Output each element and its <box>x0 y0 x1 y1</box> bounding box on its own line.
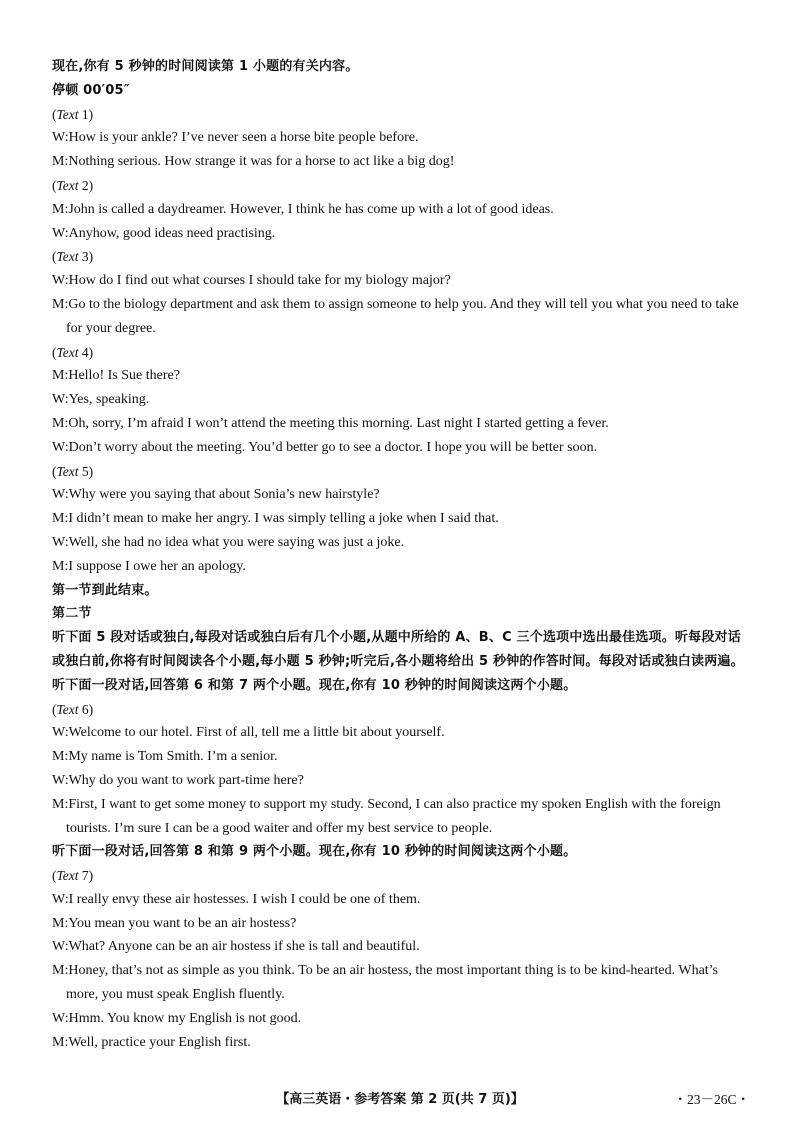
dialog-line: M:I didn’t mean to make her angry. I was simply telling a joke when I said that. <box>52 511 499 527</box>
dialog-line: M:Nothing serious. How strange it was for a horse to act like a big dog! <box>52 154 455 170</box>
instruction-line: 停顿 00′05″ <box>52 82 130 98</box>
dialog-line: W:How is your ankle? I’ve never seen a horse bite people before. <box>52 130 419 146</box>
text-section-label <box>52 341 752 365</box>
label-name: Text <box>56 868 79 884</box>
label-number: 1 <box>78 106 89 122</box>
instruction-line: 第二节 <box>52 606 92 622</box>
transcript-body <box>52 55 752 1054</box>
text-section-label <box>52 103 752 127</box>
dialog-line: W:Anyhow, good ideas need practising. <box>52 225 276 241</box>
instruction-line: 第一节到此结束。 <box>52 582 158 598</box>
label-paren-open: ( <box>52 463 57 479</box>
label-number: 2 <box>78 177 89 193</box>
label-paren-open: ( <box>52 249 57 265</box>
dialog-line: M:I suppose I owe her an apology. <box>52 558 246 574</box>
dialog-line: M:My name is Tom Smith. I’m a senior. <box>52 749 278 765</box>
dialog-line: M:Well, practice your English first. <box>52 1034 251 1050</box>
label-paren-open: ( <box>52 106 57 122</box>
instruction-line: 听下面一段对话,回答第 8 和第 9 两个小题。现在,你有 10 秒钟的时间阅读这两个小题。 <box>52 844 577 860</box>
label-number: 5 <box>78 463 89 479</box>
text-section-label <box>52 864 752 888</box>
text-section-label <box>52 698 752 722</box>
footer-page-info: 【高三英语・参考答案 第 2 页(共 7 页)】 <box>276 1092 524 1107</box>
dialog-line: W:I really envy these air hostesses. I wish I could be one of them. <box>52 891 421 907</box>
dialog-line: W:How do I find out what courses I should take for my biology major? <box>52 273 451 289</box>
text-section-label <box>52 460 752 484</box>
text-section-label <box>52 245 752 269</box>
label-name: Text <box>56 344 79 360</box>
label-name: Text <box>56 701 79 717</box>
dialog-line: W:Yes, speaking. <box>52 392 150 408</box>
label-name: Text <box>56 106 79 122</box>
dialog-line: W:Welcome to our hotel. First of all, tell me a little bit about yourself. <box>52 725 445 741</box>
dialog-line: W:Don’t worry about the meeting. You’d better go to see a doctor. I hope you will be better soon. <box>52 439 598 455</box>
label-name: Text <box>56 249 79 265</box>
dialog-line: M:You mean you want to be an air hostess? <box>52 915 297 931</box>
label-paren-close: ) <box>88 463 94 479</box>
dialog-line: M:Oh, sorry, I’m afraid I won’t attend the meeting this morning. Last night I started getting a fever. <box>52 415 609 431</box>
label-paren-close: ) <box>88 177 94 193</box>
label-paren-close: ) <box>88 106 94 122</box>
instruction-paragraph: 听下面 5 段对话或独白,每段对话或独白后有几个小题,从题中所给的 A、B、C 三个选项中选出最佳选项。听每段对话或独白前,你将有时间阅读各个小题,每小题 5 秒钟;听完后,各小题将给出 5 秒钟的作答时间。每段对话或独白读两遍。 <box>52 630 744 669</box>
label-paren-close: ) <box>88 868 94 884</box>
page-footer <box>0 1088 800 1112</box>
label-paren-open: ( <box>52 177 57 193</box>
dialog-line: W:Well, she had no idea what you were saying was just a joke. <box>52 534 405 550</box>
label-paren-close: ) <box>88 344 94 360</box>
instruction-line: 现在,你有 5 秒钟的时间阅读第 1 小题的有关内容。 <box>52 59 359 74</box>
label-number: 3 <box>78 249 89 265</box>
label-paren-close: ) <box>88 249 94 265</box>
instruction-line: 听下面一段对话,回答第 6 和第 7 两个小题。现在,你有 10 秒钟的时间阅读这两个小题。 <box>52 677 577 693</box>
label-paren-open: ( <box>52 868 57 884</box>
label-name: Text <box>56 177 79 193</box>
label-number: 7 <box>78 868 89 884</box>
text-section-label <box>52 174 752 198</box>
label-paren-open: ( <box>52 344 57 360</box>
dialog-line: W:What? Anyone can be an air hostess if she is tall and beautiful. <box>52 939 420 955</box>
dialog-line: M:First, I want to get some money to support my study. Second, I can also practice my spoken English with the foreign tourists. I’m sure I can be a good waiter and offer my best service to people. <box>52 796 721 836</box>
label-number: 6 <box>78 701 89 717</box>
label-number: 4 <box>78 344 89 360</box>
label-paren-close: ) <box>88 701 94 717</box>
label-paren-open: ( <box>52 701 57 717</box>
dialog-line: M:John is called a daydreamer. However, I think he has come up with a lot of good ideas. <box>52 201 554 217</box>
dialog-line: W:Why were you saying that about Sonia’s new hairstyle? <box>52 487 380 503</box>
dialog-line: M:Go to the biology department and ask them to assign someone to help you. And they will tell you what you need to take for your degree. <box>52 296 739 336</box>
dialog-line: W:Hmm. You know my English is not good. <box>52 1010 302 1026</box>
dialog-line: M:Honey, that’s not as simple as you think. To be an air hostess, the most important thing is to be kind-hearted. What’s more, you must speak English fluently. <box>52 963 719 1003</box>
label-name: Text <box>56 463 79 479</box>
dialog-line: M:Hello! Is Sue there? <box>52 368 180 384</box>
dialog-line: W:Why do you want to work part-time here? <box>52 772 304 788</box>
footer-code: ・23－26C・ <box>673 1092 750 1107</box>
